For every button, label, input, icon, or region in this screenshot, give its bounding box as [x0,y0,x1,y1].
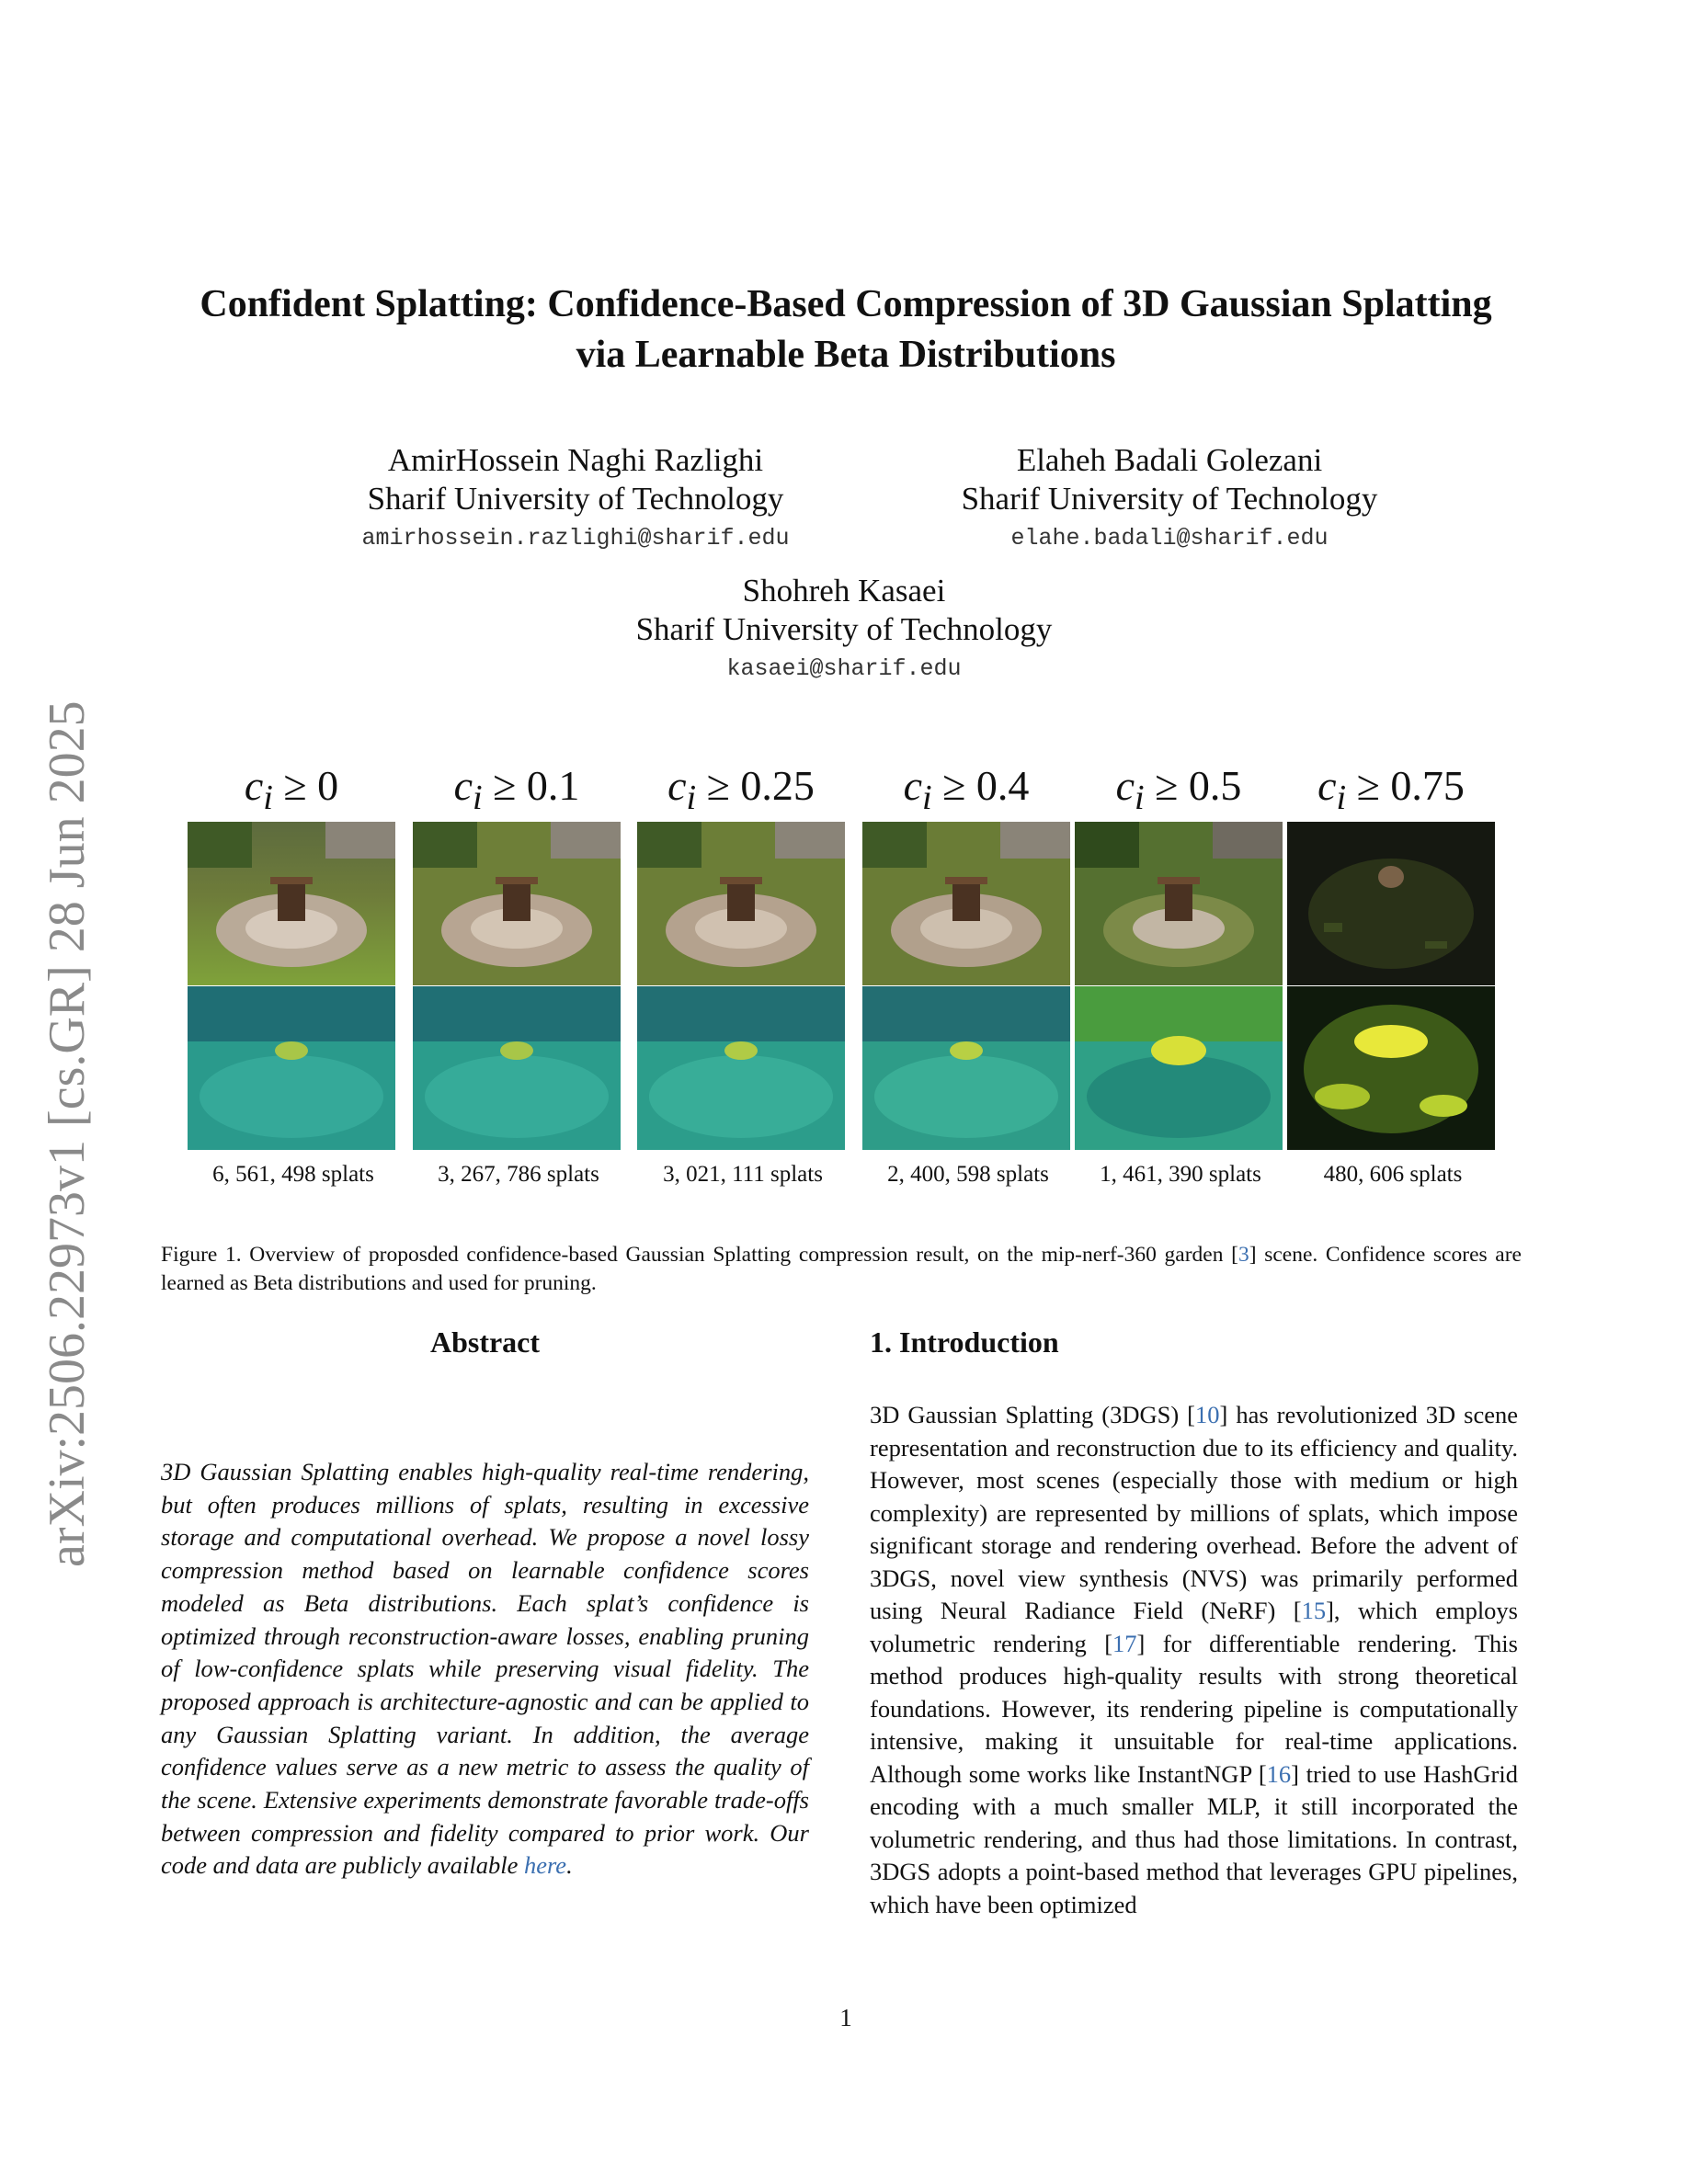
splat-count: 480, 606 splats [1323,1162,1463,1187]
introduction-body: 3D Gaussian Splatting (3DGS) [10] has revolutionized 3D scene representation and reconstruction due to its efficiency and quality. However, most scenes (especially those with medium or high complexity) are represented by millions of splats, which impose significant storage and rendering overhead. Before the advent of 3DGS, novel view synthesis (NVS) was primarily performed using Neural Radiance Field (NeRF) [15], which employs volumetric rendering [17] for differentiable rendering. This method produces high-quality results with strong theoretical foundations. However, its rendering pipeline is computationally intensive, making it unsuitable for real-time applications. Although some works like InstantNGP [16] tried to use HashGrid encoding with a much smaller MLP, it still incorporated the volumetric rendering, and thus had those limitations. In contrast, 3DGS adopts a point-based method that leverages GPU pipelines, which have been optimized [870,1401,1518,1918]
author-name: Shohreh Kasaei [742,573,946,609]
author-block-1 [291,441,861,559]
threshold-label: $c_i \ge 0.5$ [1115,762,1242,818]
page-number: 1 [839,2004,852,2031]
citation-link[interactable]: 17 [1112,1629,1137,1657]
arxiv-margin-stamp: arXiv:2506.22973v1 [cs.GR] 28 Jun 2025 [39,700,96,1567]
author-affiliation: Sharif University of Technology [367,481,784,517]
figure-1 [188,763,1495,1204]
render-image [1075,822,1283,985]
author-name: AmirHossein Naghi Razlighi [387,442,764,478]
citation-link[interactable]: 15 [1301,1597,1327,1624]
figure-caption: Figure 1. Overview of proposded confidence-based Gaussian Splatting compression result, on the mip-nerf-360 garden [3] scene. Confidence scores are learned as Beta distributions and used for pruning. [161,1243,1522,1295]
splat-count: 2, 400, 598 splats [887,1162,1049,1187]
render-image [188,822,395,985]
splat-count: 3, 267, 786 splats [438,1162,599,1187]
author-affiliation: Sharif University of Technology [961,481,1378,517]
threshold-label: $c_i \ge 0.75$ [1317,762,1465,818]
splat-count: 3, 021, 111 splats [663,1162,823,1187]
code-link[interactable]: here [523,1851,567,1880]
citation-link[interactable]: 10 [1195,1401,1220,1428]
threshold-label: $c_i \ge 0.1$ [453,762,580,818]
abstract-heading: Abstract [429,1325,541,1359]
author-email[interactable]: elahe.badali@sharif.edu [1010,525,1329,552]
confidence-map-image [1075,986,1283,1150]
author-email[interactable]: kasaei@sharif.edu [726,655,962,682]
threshold-label: $c_i \ge 0$ [244,762,339,818]
threshold-label: $c_i \ge 0.25$ [667,762,815,818]
render-image [1287,822,1495,985]
confidence-map-image [413,986,621,1150]
threshold-label: $c_i \ge 0.4$ [903,762,1030,818]
render-image [862,822,1070,985]
splat-count: 6, 561, 498 splats [212,1162,374,1187]
author-email[interactable]: amirhossein.razlighi@sharif.edu [361,525,790,552]
citation-link[interactable]: 16 [1266,1759,1292,1788]
confidence-map-image [1287,986,1495,1150]
render-image [413,822,621,985]
render-image [637,822,845,985]
citation-link[interactable]: 3 [1237,1243,1249,1267]
introduction-heading: 1. Introduction [870,1325,1059,1359]
author-block-2 [884,441,1454,559]
paper-title [129,279,1563,381]
author-name: Elaheh Badali Golezani [1016,442,1323,478]
title-line-2: via Learnable Beta Distributions [576,334,1116,376]
abstract-body: 3D Gaussian Splatting enables high-quality real-time rendering, but often produces millions of splats, resulting in excessive storage and computational overhead. We propose a novel lossy compression method based on learnable confidence scores modeled as Beta distributions. Each splat’s confidence is optimized through reconstruction-aware losses, enabling pruning of low-confidence splats while preserving visual fidelity. The proposed approach is architecture-agnostic and can be applied to any Gaussian Splatting variant. In addition, the average confidence values serve as a new metric to assess the quality of the scene. Extensive experiments demonstrate favorable trade-offs between compression and fidelity compared to prior work. Our code and data are publicly available here. [161,1458,809,1880]
author-affiliation: Sharif University of Technology [635,611,1053,647]
confidence-map-image [188,986,395,1150]
confidence-map-image [862,986,1070,1150]
confidence-map-image [637,986,845,1150]
author-block-3 [559,572,1129,689]
splat-count: 1, 461, 390 splats [1100,1162,1261,1187]
title-line-1: Confident Splatting: Confidence-Based Compression of 3D Gaussian Splatting [200,283,1492,325]
